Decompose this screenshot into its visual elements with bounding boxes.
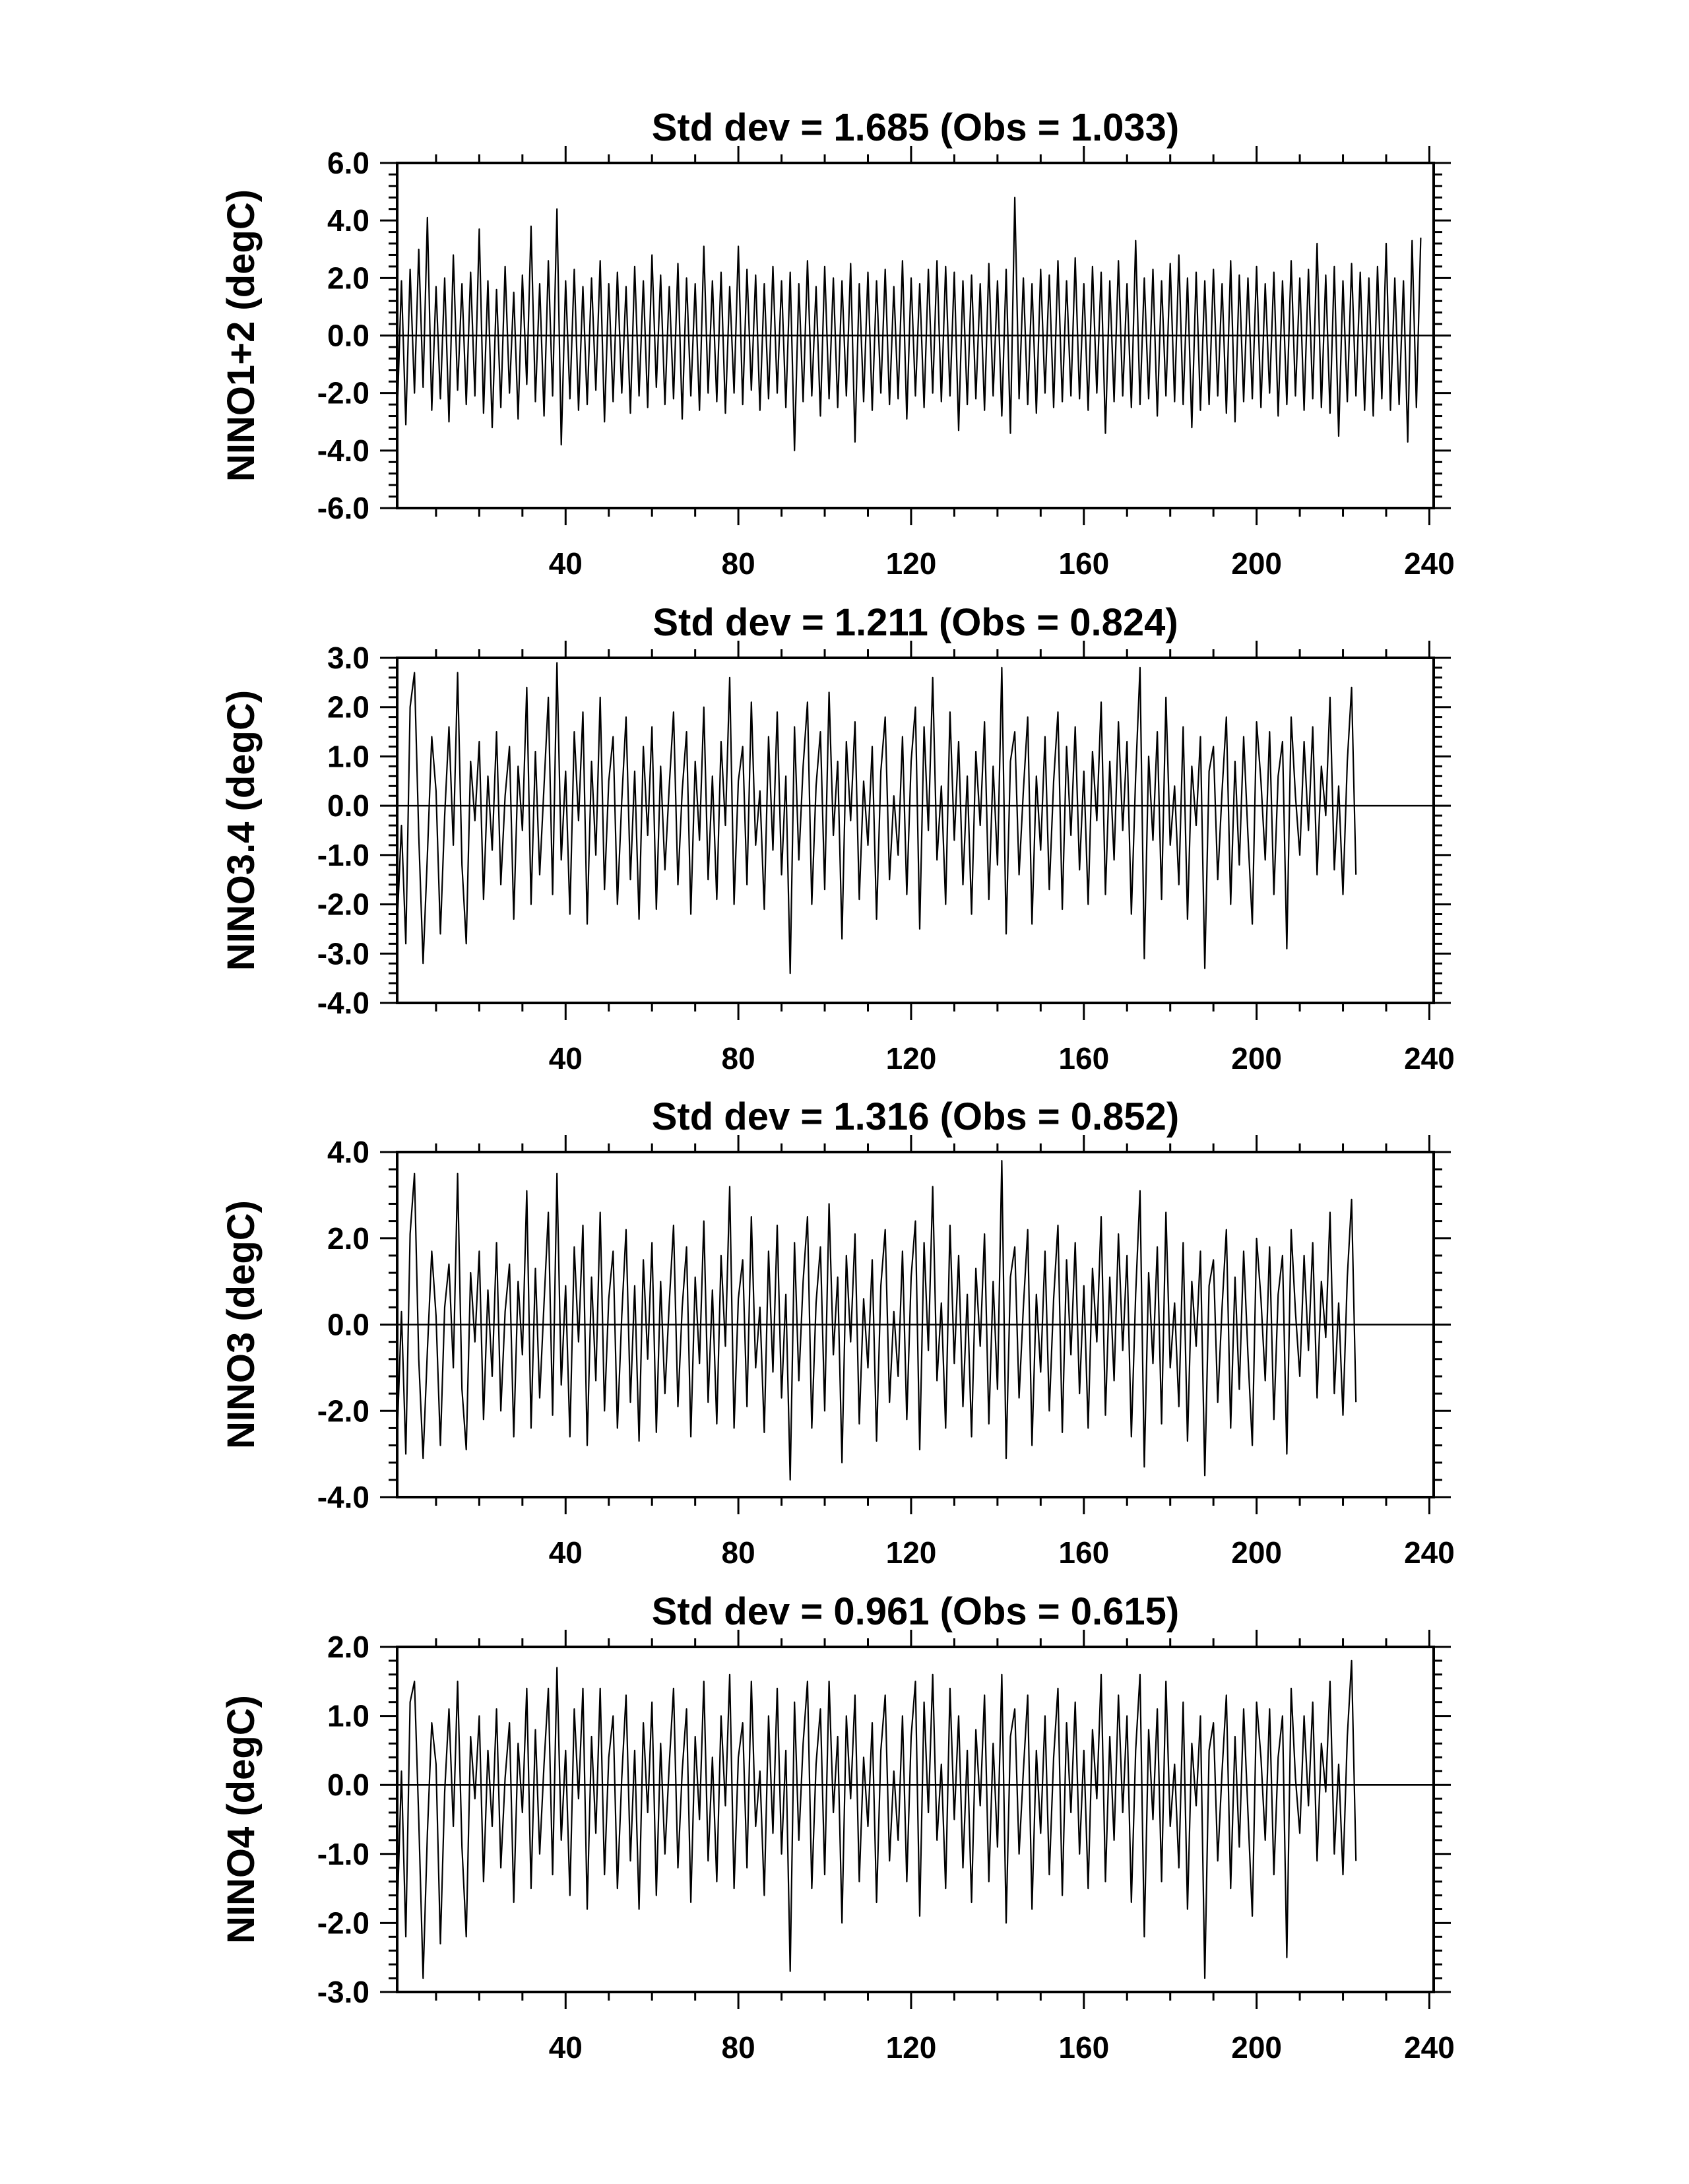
y-tick-label: 3.0 — [327, 641, 369, 675]
y-tick-label: -4.0 — [317, 433, 369, 468]
y-tick-label: -1.0 — [317, 837, 369, 872]
panel-title: Std dev = 1.685 (Obs = 1.033) — [651, 106, 1180, 149]
y-tick-label: -1.0 — [317, 1836, 369, 1871]
x-tick-label: 200 — [1231, 1041, 1282, 1076]
x-tick-label: 200 — [1231, 1535, 1282, 1570]
y-tick-label: 1.0 — [327, 739, 369, 774]
y-tick-label: 1.0 — [327, 1698, 369, 1733]
x-tick-label: 120 — [885, 2030, 937, 2065]
panel-title: Std dev = 1.211 (Obs = 0.824) — [653, 601, 1178, 644]
x-tick-label: 40 — [548, 1535, 583, 1570]
x-tick-label: 80 — [721, 1535, 755, 1570]
x-tick-label: 200 — [1231, 546, 1282, 581]
y-tick-label: -2.0 — [317, 1906, 369, 1941]
y-tick-label: 4.0 — [327, 1135, 369, 1169]
x-tick-label: 240 — [1404, 1535, 1455, 1570]
y-tick-label: -6.0 — [317, 491, 369, 525]
panel-title: Std dev = 1.316 (Obs = 0.852) — [651, 1095, 1180, 1138]
x-tick-label: 80 — [721, 2030, 755, 2065]
panel-title: Std dev = 0.961 (Obs = 0.615) — [651, 1590, 1180, 1633]
x-tick-label: 80 — [721, 1041, 755, 1076]
y-tick-label: -2.0 — [317, 887, 369, 922]
x-tick-label: 240 — [1404, 2030, 1455, 2065]
y-tick-label: 6.0 — [327, 146, 369, 180]
x-tick-label: 160 — [1058, 1041, 1110, 1076]
x-tick-label: 160 — [1058, 1535, 1110, 1570]
y-tick-label: -3.0 — [317, 936, 369, 971]
y-axis-label: NINO1+2 (degC) — [220, 189, 263, 482]
y-tick-label: 2.0 — [327, 261, 369, 296]
y-tick-label: 0.0 — [327, 1307, 369, 1342]
y-tick-label: 0.0 — [327, 788, 369, 823]
y-tick-label: 2.0 — [327, 1630, 369, 1664]
y-tick-label: -4.0 — [317, 986, 369, 1020]
x-tick-label: 40 — [548, 2030, 583, 2065]
y-axis-label: NINO3.4 (degC) — [220, 690, 263, 971]
x-tick-label: 160 — [1058, 546, 1110, 581]
x-tick-label: 120 — [885, 546, 937, 581]
y-tick-label: 2.0 — [327, 1221, 369, 1256]
y-tick-label: -2.0 — [317, 1394, 369, 1429]
y-tick-label: -3.0 — [317, 1975, 369, 2009]
x-tick-label: 240 — [1404, 1041, 1455, 1076]
x-tick-label: 80 — [721, 546, 755, 581]
y-tick-label: 0.0 — [327, 318, 369, 353]
y-axis-label: NINO4 (degC) — [220, 1695, 263, 1944]
y-tick-label: -2.0 — [317, 375, 369, 410]
x-tick-label: 40 — [548, 546, 583, 581]
y-tick-label: 0.0 — [327, 1768, 369, 1803]
x-tick-label: 200 — [1231, 2030, 1282, 2065]
x-tick-label: 120 — [885, 1535, 937, 1570]
x-tick-label: 120 — [885, 1041, 937, 1076]
x-tick-label: 160 — [1058, 2030, 1110, 2065]
y-tick-label: 4.0 — [327, 203, 369, 238]
y-axis-label: NINO3 (degC) — [220, 1200, 263, 1449]
y-tick-label: 2.0 — [327, 690, 369, 724]
x-tick-label: 40 — [548, 1041, 583, 1076]
y-tick-label: -4.0 — [317, 1480, 369, 1514]
x-tick-label: 240 — [1404, 546, 1455, 581]
